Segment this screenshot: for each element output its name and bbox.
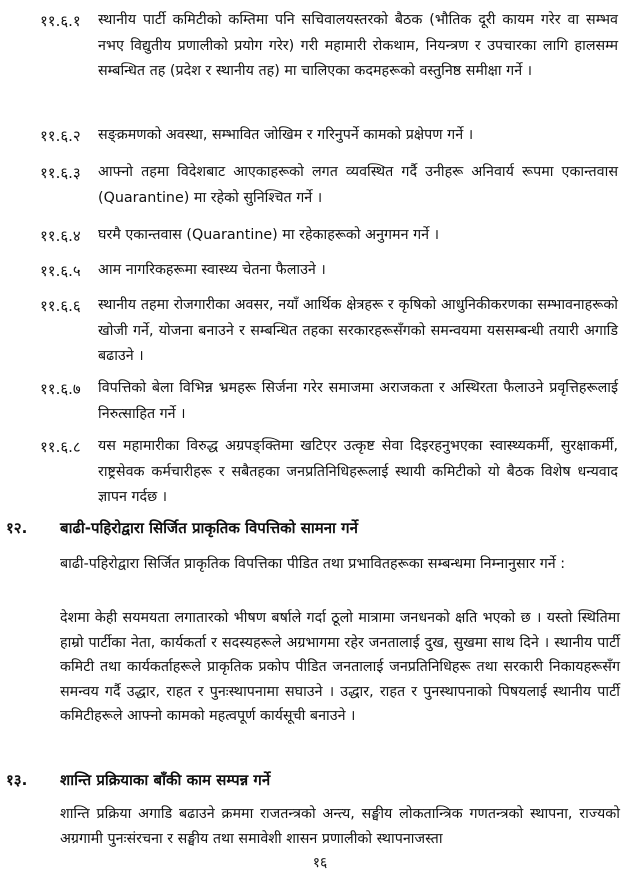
- section-number: १२.: [6, 519, 28, 537]
- page-number: १६: [312, 855, 328, 871]
- item-number: ११.६.५: [40, 262, 81, 280]
- item-number: ११.६.१: [40, 12, 81, 30]
- item-number: ११.६.८: [40, 438, 81, 456]
- item-text: स्थानीय तहमा रोजगारीका अवसर, नयाँ आर्थिक क्षेत्रहरू र कृषिको आधुनिकीकरणका सम्भावनाहरूको खोजी गर्ने, योजना बनाउने र सम्बन्धित तहका सरकारहरूसँगको समन्वयमा यससम्बन्धी तयारी अगाडि बढाउने ।: [98, 297, 618, 364]
- section-title: बाढी-पहिरोद्वारा सिर्जित प्राकृतिक विपत्तिको सामना गर्ने: [60, 519, 358, 537]
- item-text: सङ्क्रमणको अवस्था, सम्भावित जोखिम र गरिनुपर्ने कामको प्रक्षेपण गर्ने ।: [98, 127, 474, 143]
- item-text: स्थानीय पार्टी कमिटीको कम्तिमा पनि सचिवालयस्तरको बैठक (भौतिक दूरी कायम गरेर वा सम्भव नभए विद्युतीय प्रणालीको प्रयोग गरेर) गरी महामारी रोकथाम, नियन्त्रण र उपचारका लागि हालसम्म सम्बन्धित तह (प्रदेश र स्थानीय तह) मा चालिएका कदमहरूको वस्तुनिष्ठ समीक्षा गर्ने ।: [98, 12, 618, 79]
- item-number: ११.६.६: [40, 297, 81, 315]
- item-text: आफ्नो तहमा विदेशबाट आएकाहरूको लगत व्यवस्थित गर्दै उनीहरू अनिवार्य रूपमा एकान्तवास (Quarantine) मा रहेको सुनिश्चित गर्ने ।: [98, 164, 618, 206]
- section-number: १३.: [6, 771, 28, 789]
- item-number: ११.६.७: [40, 380, 81, 398]
- item-text: आम नागरिकहरूमा स्वास्थ्य चेतना फैलाउने ।: [98, 262, 326, 278]
- item-text: यस महामारीका विरुद्ध अग्रपङ्क्तिमा खटिएर उत्कृष्ट सेवा दिइरहनुभएका स्वास्थ्यकर्मी, सुरक्षाकर्मी, राष्ट्रसेवक कर्मचारीहरू र सबैतहका जनप्रतिनिधिहरूलाई स्थायी कमिटीको यो बैठक विशेष धन्यवाद ज्ञापन गर्दछ ।: [98, 438, 618, 505]
- item-number: ११.६.४: [40, 227, 81, 245]
- item-text: घरमै एकान्तवास (Quarantine) मा रहेकाहरूको अनुगमन गर्ने ।: [98, 227, 440, 243]
- section-12-body: देशमा केही सयमयता लगातारको भीषण बर्षाले गर्दा ठूलो मात्रामा जनधनको क्षति भएको छ । यस्तो स्थितिमा हाम्रो पार्टीका नेता, कार्यकर्ता र सदस्यहरूले अग्रभागमा रहेर जनतालाई दुख, सुखमा साथ दिने । स्थानीय पार्टी कमिटी तथा कार्यकर्ताहरूले प्राकृतिक प्रकोप पीडित जनतालाई जनप्रतिनिधिहरू तथा सरकारी निकायहरूसँग समन्वय गर्दै उद्धार, राहत र पुनःस्थापनामा सघाउने । उद्धार, राहत र पुनस्थापनाको पिषयलाई स्थानीय पार्टी कमिटीहरूले आफ्नो कामको महत्वपूर्ण कार्यसूची बनाउने ।: [60, 610, 620, 724]
- section-title: शान्ति प्रक्रियाका बाँकी काम सम्पन्न गर्ने: [60, 771, 271, 789]
- item-number: ११.६.३: [40, 164, 81, 182]
- section-13-body: शान्ति प्रक्रिया अगाडि बढाउने क्रममा राजतन्त्रको अन्त्य, सङ्घीय लोकतान्त्रिक गणतन्त्रको स्थापना, राज्यको अग्रगामी पुनःसंरचना र सङ्घीय तथा समावेशी शासन प्रणालीको स्थापनाजस्ता: [60, 806, 620, 847]
- section-12-intro: बाढी-पहिरोद्वारा सिर्जित प्राकृतिक विपत्तिका पीडित तथा प्रभावितहरूका सम्बन्धमा निम्नानुसार गर्ने :: [60, 556, 566, 572]
- item-number: ११.६.२: [40, 127, 81, 145]
- item-text: विपत्तिको बेला विभिन्न भ्रमहरू सिर्जना गरेर समाजमा अराजकता र अस्थिरता फैलाउने प्रवृत्तिहरूलाई निरुत्साहित गर्ने ।: [98, 380, 618, 422]
